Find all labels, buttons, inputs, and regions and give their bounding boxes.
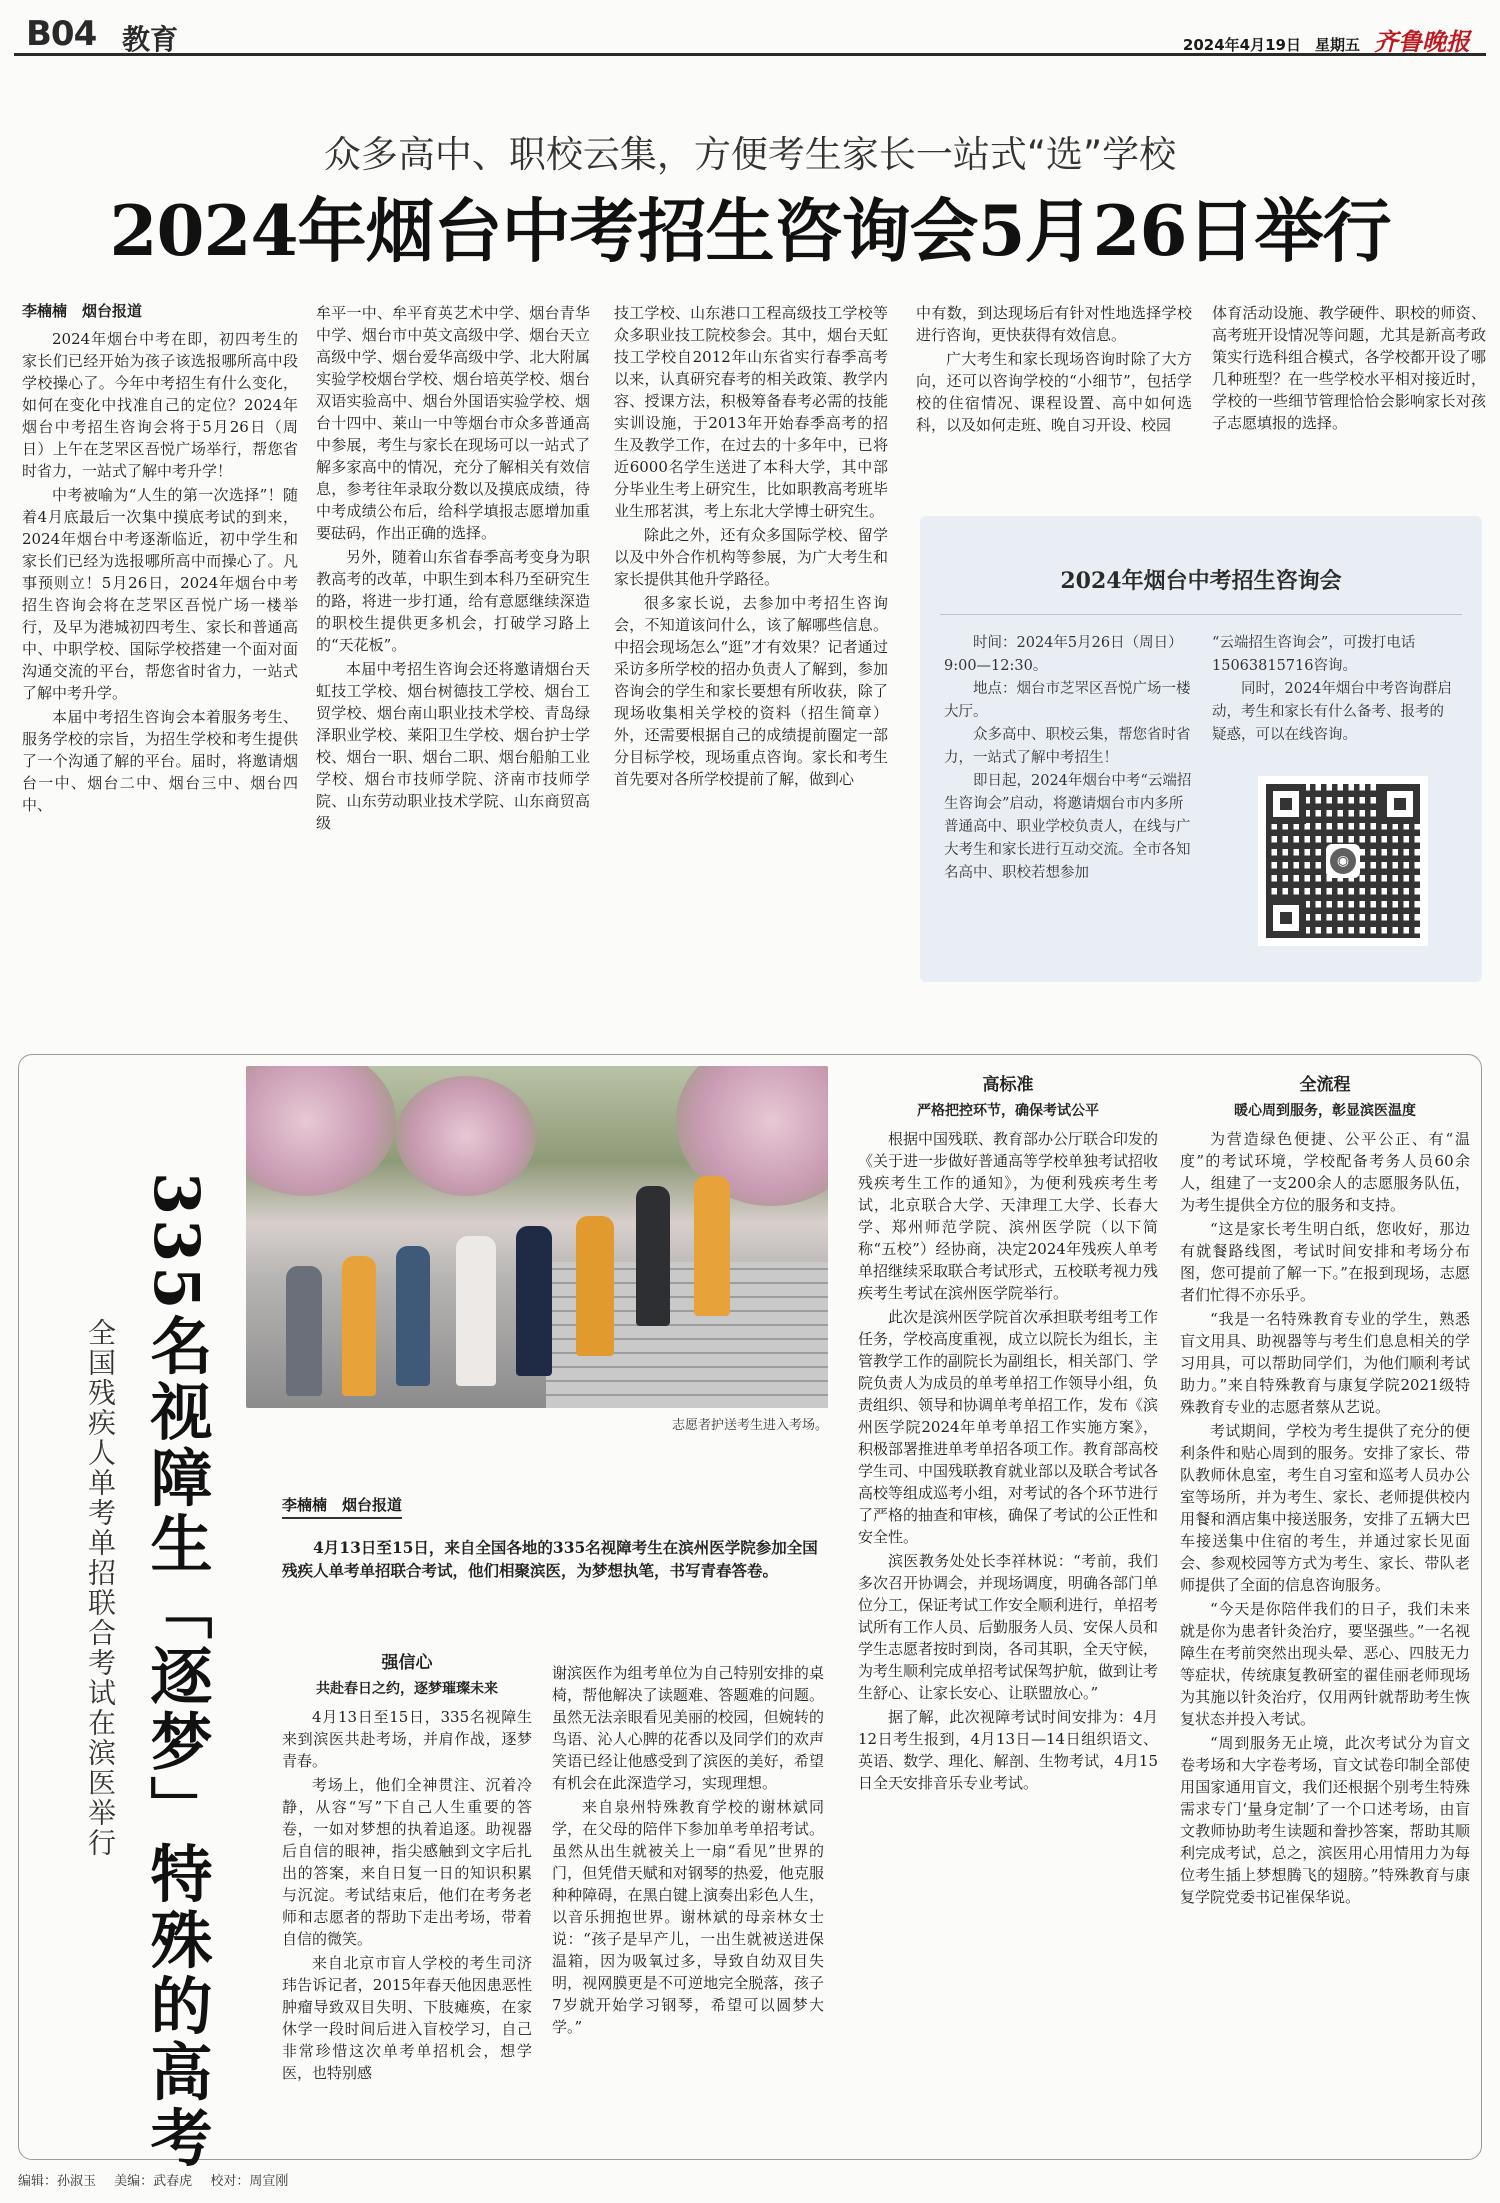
lead-paragraph: 4月13日至15日，来自全国各地的335名视障考生在滨州医学院参加全国残疾人单考单招联合考试，他们相聚滨医，为梦想执笔，书写青春答卷。 — [282, 1538, 818, 1580]
photo-tree — [396, 1076, 536, 1196]
section-title: 高标准 — [982, 1075, 1034, 1095]
paragraph: 本届中考招生咨询会还将邀请烟台天虹技工学校、烟台树德技工学校、烟台工贸学校、烟台南山职业技术学校、青岛绿泽职业学校、莱阳卫生学校、烟台护士学校、烟台一职、烟台二职、烟台船舶工业学校、烟台市技师学院、济南市技师学院、山东劳动职业技术学院、山东商贸高级 — [316, 660, 590, 832]
paragraph: 除此之外，还有众多国际学校、留学以及中外合作机构等参展，为广大考生和家长提供其他升学路径。 — [614, 526, 888, 588]
photo-person — [576, 1216, 614, 1356]
story1-column-3 — [614, 302, 888, 792]
paragraph: “今天是你陪伴我们的日子，我们未来就是你为患者针灸治疗，要坚强些。”一名视障生在考前突然出现头晕、恶心、四肢无力等症状，传统康复教研室的翟佳丽老师现场为其施以针灸治疗，仅用两针就帮助考生恢复状态并投入考试。 — [1180, 1600, 1470, 1728]
credit-designer: 美编：武春虎 — [114, 2174, 193, 2189]
paragraph: 地点：烟台市芝罘区吾悦广场一楼大厅。 — [944, 681, 1191, 720]
photo-person — [456, 1236, 496, 1386]
photo-person — [342, 1256, 376, 1396]
story2-byline: 李楠楠 烟台报道 — [282, 1494, 402, 1519]
event-info-box — [920, 516, 1482, 982]
story2-title: 335名视障生「逐梦」特殊的高考 — [140, 1172, 213, 2172]
qr-finder — [1266, 784, 1306, 824]
masthead — [14, 8, 1486, 56]
qr-finder — [1266, 898, 1306, 938]
infobox-title: 2024年烟台中考招生咨询会 — [1060, 568, 1342, 594]
paragraph: 中考被喻为“人生的第一次选择”！随着4月底最后一次集中摸底考试的到来，2024年烟台中考逐渐临近，初中学生和家长们已经为选报哪所高中而操心了。凡事预则立！5月26日，2024年烟台中考招生咨询会将在芝罘区吾悦广场一楼举行，及早为港城初四考生、家长和普通高中、中职学校、国际学校搭建一个面对面沟通交流的平台，帮您省时省力，一站式了解中考升学。 — [22, 486, 298, 702]
paragraph: 同时，2024年烟台中考咨询群启动，考生和家长有什么备考、报考的疑惑，可以在线咨询。 — [1212, 681, 1452, 743]
issue-weekday: 星期五 — [1314, 36, 1360, 54]
paragraph: 很多家长说，去参加中考招生咨询会，不知道该问什么，该了解哪些信息。中招会现场怎么“逛”才有效果？记者通过采访多所学校的招办负责人了解到，参加咨询会的学生和家长要想有所收获，除了现场收集相关学校的资料（招生简章）外，还需要根据自己的成绩提前圈定一部分目标学校，现场重点咨询。家长和考生首先要对各所学校提前了解，做到心 — [614, 594, 888, 788]
story1-column-5 — [1212, 302, 1486, 436]
issue-date: 2024年4月19日 — [1182, 36, 1301, 54]
paragraph: 2024年烟台中考在即，初四考生的家长们已经开始为孩子该选报哪所高中段学校操心了。今年中考招生有什么变化，如何在变化中找准自己的定位？2024年烟台中考招生咨询会将于5月26日（周日）上午在芝罘区吾悦广场举行，帮您省时省力，一站式了解中考升学！ — [22, 330, 298, 480]
paragraph: 谢滨医作为组考单位为自己特别安排的桌椅，帮他解决了读题难、答题难的问题。虽然无法亲眼看见美丽的校园，但婉转的鸟语、沁人心脾的花香以及同学们的欢声笑语已经让他感受到了滨医的美好，希望有机会在此深造学习，实现理想。 — [552, 1664, 824, 1792]
paragraph: 考试期间，学校为考生提供了充分的便利条件和贴心周到的服务。安排了家长、带队教师休息室，考生自习室和巡考人员办公室等场所，并为考生、家长、老师提供校内用餐和酒店集中接送服务，安排了五辆大巴车接送集中住宿的考生，并通过家长见面会、参观校园等方式为考生、家长、带队老师提供了全面的信息咨询服务。 — [1180, 1422, 1470, 1594]
infobox-column-left — [944, 632, 1194, 885]
section-deck: 共赴春日之约，逐梦璀璨未来 — [316, 1681, 498, 1697]
section-name: 教育 — [122, 23, 179, 56]
photo-person — [636, 1186, 670, 1326]
paragraph: “周到服务无止境，此次考试分为盲文卷考场和大字卷考场，盲文试卷印制全部使用国家通用盲文，我们还根据个别考生特殊需求专门‘量身定制’了一个口述考场，由盲文教师协助考生读题和誊抄答案，帮助其顺利完成考试，总之，滨医用心用情用力为每位考生插上梦想腾飞的翅膀。”特殊教育与康复学院党委书记崔保华说。 — [1180, 1734, 1470, 1906]
qr-pattern — [1266, 784, 1420, 938]
paragraph: “这是家长考生明白纸，您收好，那边有就餐路线图，考试时间安排和考场分布图，您可提前了解一下。”在报到现场，志愿者们忙得不亦乐乎。 — [1180, 1220, 1470, 1304]
photo-caption: 志愿者护送考生进入考场。 — [671, 1418, 828, 1433]
paragraph: 据了解，此次视障考试时间安排为：4月12日考生报到，4月13日—14日组织语文、英语、数学、理化、解剖、生物考试，4月15日全天安排音乐专业考试。 — [858, 1708, 1158, 1792]
story1-subhead: 众多高中、职校云集，方便考生家长一站式“选”学校 — [323, 133, 1177, 176]
paragraph: 中有数，到达现场后有针对性地选择学校进行咨询，更快获得有效信息。 — [916, 304, 1192, 344]
story2-section3-column — [1180, 1074, 1470, 1910]
section-deck: 严格把控环节，确保考试公平 — [917, 1103, 1099, 1119]
story2-lead — [282, 1536, 822, 1582]
paragraph: “我是一名特殊教育专业的学生，熟悉盲文用具、助视器等与考生们息息相关的学习用具，可以帮助同学们，为他们顺利考试助力。”来自特殊教育与康复学院2021级特殊教育专业的志愿者蔡从艺说。 — [1180, 1310, 1470, 1416]
paragraph: 本届中考招生咨询会本着服务考生、服务学校的宗旨，为招生学校和考生提供了一个沟通了解的平台。届时，将邀请烟台一中、烟台二中、烟台三中、烟台四中、 — [22, 708, 298, 814]
photo-person — [286, 1266, 322, 1396]
story2-section1-column-a — [282, 1652, 532, 2086]
section-title: 强信心 — [381, 1653, 433, 1673]
paragraph: 来自北京市盲人学校的考生司济玮告诉记者，2015年春天他因患恶性肿瘤导致双目失明、下肢瘫痪，在家休学一段时间后进入盲校学习，自己非常珍惜这次单考单招机会，想学医，也特别感 — [282, 1954, 532, 2082]
story2-subtitle: 全国残疾人单考单招联合考试在滨医举行 — [84, 1318, 117, 1858]
paragraph: 技工学校、山东港口工程高级技工学校等众多职业技工院校参会。其中，烟台天虹技工学校自2012年山东省实行春季高考以来，认真研究春考的相关政策、教学内容、授课方法，积极筹备春考必需的技能实训设施，于2013年开始春季高考的招生及教学工作，在过去的十多年中，已将近6000名学生送进了本科大学，其中部分毕业生考上研究生，比如职教高考班毕业生邢茗淇，考上东北大学博士研究生。 — [614, 304, 888, 520]
story1-column-4 — [916, 302, 1192, 438]
page-number: B04 — [26, 14, 97, 54]
paper-logo: 齐鲁晚报 — [1374, 27, 1470, 56]
paragraph: 牟平一中、牟平育英艺术中学、烟台青华中学、烟台市中英文高级中学、烟台天立高级中学、烟台爱华高级中学、北大附属实验学校烟台学校、烟台培英学校、烟台双语实验高中、烟台外国语实验学校、烟台十四中、莱山一中等烟台市众多普通高中参展，考生与家长在现场可以一站式了解多家高中的情况，充分了解相关有效信息，参考往年录取分数以及摸底成绩，待中考成绩公布后，给科学填报志愿增加重要砝码，作出正确的选择。 — [316, 304, 590, 542]
header-meta — [1183, 22, 1470, 57]
paragraph: 4月13日至15日，335名视障生来到滨医共赴考场，并肩作战，逐梦青春。 — [282, 1708, 532, 1770]
paragraph: 滨医教务处处长李祥林说：“考前，我们多次召开协调会，并现场调度，明确各部门单位分工，保证考试工作安全顺利进行，单招考试所有工作人员、后勤服务人员、安保人员和学生志愿者按时到岗，各司其职，全天守候，为考生顺利完成单招考试保驾护航，做到让考生舒心、让家长安心、让联盟放心。” — [858, 1552, 1159, 1702]
qr-finder — [1380, 784, 1420, 824]
story2-section1-column-b — [552, 1662, 824, 2040]
paragraph: 为营造绿色便捷、公平公正、有“温度”的考试环境，学校配备考务人员60余人，组建了一支200余人的志愿服务队伍，为考生提供全方位的服务和支持。 — [1180, 1130, 1470, 1214]
story2-section2-column — [858, 1074, 1158, 1796]
wechat-qr-code[interactable] — [1258, 776, 1428, 946]
paragraph: 时间：2024年5月26日（周日）9:00—12:30。 — [944, 635, 1183, 674]
paragraph: 此次是滨州医学院首次承担联考组考工作任务，学校高度重视，成立以院长为组长，主管教学工作的副院长为副组长，相关部门、学院负责人为成员的单考单招工作领导小组，负责组织、领导和协调单考单招工作，发布《滨州医学院2024年单考单招工作实施方案》，积极部署推进单考单招各项工作。教育部高校学生司、中国残联教育就业部以及联合考试各高校等组成巡考小组，对考试的各个环节进行了严格的抽查和审核，确保了考试的公正性和安全性。 — [858, 1308, 1159, 1546]
paragraph: 众多高中、职校云集，帮您省时省力，一站式了解中考招生！ — [944, 727, 1191, 766]
paragraph: 即日起，2024年烟台中考“云端招生咨询会”启动，将邀请烟台市内多所普通高中、职业学校负责人，在线与广大考生和家长进行互动交流。全市各知名高中、职校若想参加 — [944, 773, 1192, 881]
credit-editor: 编辑：孙淑玉 — [18, 2174, 97, 2189]
paragraph: 考场上，他们全神贯注、沉着冷静，从容“写”下自己人生重要的答卷，一如对梦想的执着追逐。助视器后自信的眼神，指尖感触到文字后扎出的答案，来自日复一日的知识积累与沉淀。考试结束后，他们在考务老师和志愿者的帮助下走出考场，带着自信的微笑。 — [282, 1776, 532, 1948]
photo-person — [516, 1226, 552, 1376]
paragraph: 另外，随着山东省春季高考变身为职教高考的改革，中职生到本科乃至研究生的路，将进一步打通，给有意愿继续深造的职校生提供更多机会，打破学习路上的“天花板”。 — [316, 548, 590, 654]
photo-person — [694, 1176, 730, 1316]
credit-proofreader: 校对：周宣刚 — [210, 2174, 289, 2189]
story1-byline: 李楠楠 烟台报道 — [22, 302, 143, 320]
paragraph: 广大考生和家长现场咨询时除了大方向，还可以咨询学校的“小细节”，包括学校的住宿情况、课程设置、高中如何选科，以及如何走班、晚自习开设、校园 — [916, 350, 1192, 434]
photo-person — [396, 1246, 430, 1386]
section-title: 全流程 — [1299, 1075, 1351, 1095]
page-credits — [18, 2170, 302, 2189]
wechat-icon: ◉ — [1326, 844, 1360, 878]
paragraph: 体育活动设施、教学硬件、职校的师资、高考班开设情况等问题，尤其是新高考政策实行选科组合模式，各学校都开设了哪几种班型？在一些学校水平相对接近时，学校的一些细节管理恰恰会影响家长对孩子志愿填报的选择。 — [1212, 304, 1486, 432]
section-deck: 暖心周到服务，彰显滨医温度 — [1234, 1103, 1416, 1119]
story1-headline: 2024年烟台中考招生咨询会5月26日举行 — [109, 191, 1391, 272]
news-photo — [246, 1066, 828, 1408]
story1-column-1 — [22, 300, 298, 818]
photo-tree — [246, 1066, 396, 1196]
divider — [940, 614, 1462, 615]
paragraph: “云端招生咨询会”，可拨打电话15063815716咨询。 — [1212, 635, 1416, 674]
story1-column-2 — [316, 302, 590, 836]
paragraph: 来自泉州特殊教育学校的谢林斌同学，在父母的陪伴下参加单考单招考试。虽然从出生就被关上一扇“看见”世界的门，但凭借天赋和对钢琴的热爱，他克服种种障碍，在黑白键上演奏出彩色人生，以音乐拥抱世界。谢林斌的母亲林女士说：“孩子是早产儿，一出生就被送进保温箱，因为吸氧过多，导致自幼双目失明，视网膜更是不可逆地完全脱落，孩子7岁就开始学习钢琴，希望可以圆梦大学。” — [552, 1798, 824, 2036]
infobox-column-right — [1212, 632, 1458, 747]
paragraph: 根据中国残联、教育部办公厅联合印发的《关于进一步做好普通高等学校单独考试招收残疾考生工作的通知》，为便利残疾考生考试，北京联合大学、天津理工大学、长春大学、郑州师范学院、滨州医学院（以下简称“五校”）经协商，决定2024年残疾人单考单招继续采取联合考试形式，五校联考视力残疾考生考试在滨州医学院举行。 — [858, 1130, 1159, 1302]
